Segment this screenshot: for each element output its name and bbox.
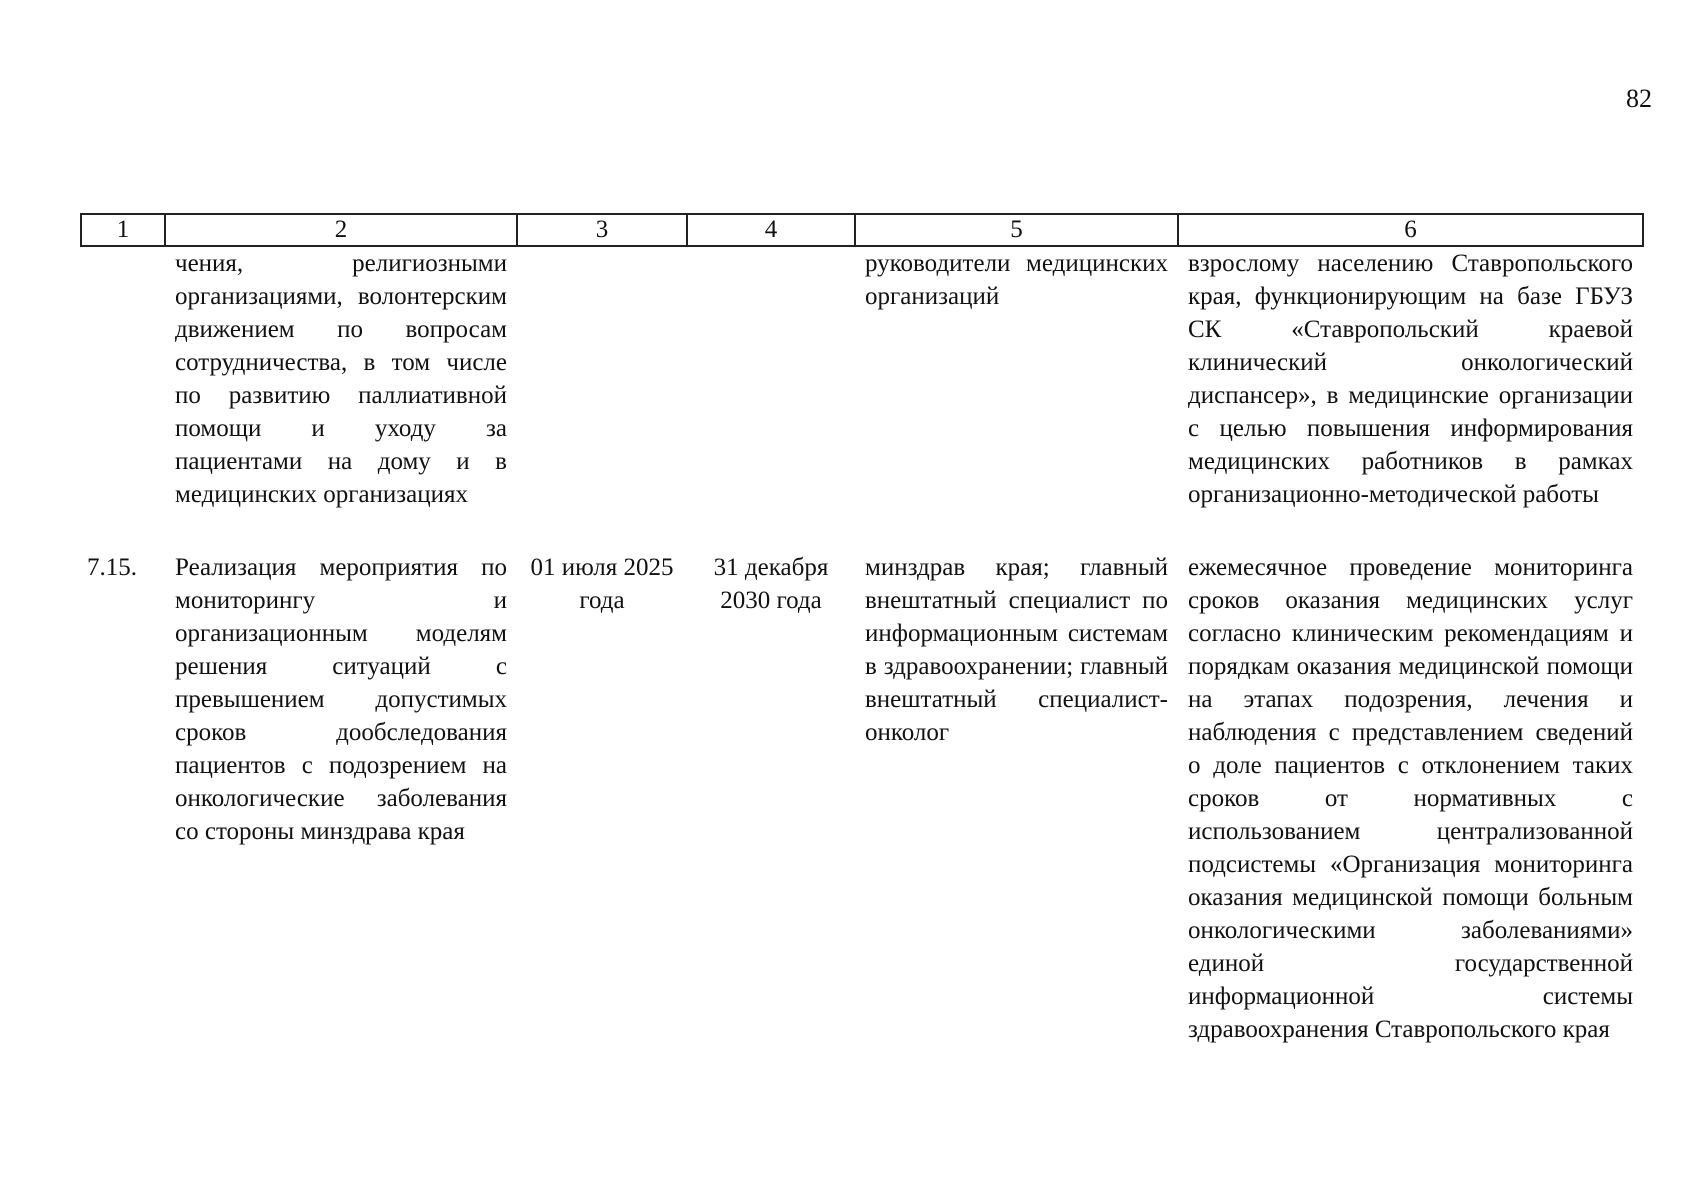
table-header-row [81,214,1643,246]
plan-table [80,213,1644,1046]
activity-cell: Реализация мероприятия по мониторингу и организационным моделям решения ситуаций с превышением допустимых сроков дообследования пациентов с подозрением на онкологические заболевания со стороны минздрава края [175,554,507,845]
page-number: 82 [1626,84,1652,113]
activity-cell: чения, религиозными организациями, волонтерским движением по вопросам сотрудничества, в том числе по развитию паллиативной помощи и уходу за пациентами на дому и в медицинских организациях [175,250,507,508]
column-header-5: 5 [855,214,1178,246]
table-row [81,551,1643,1046]
table-row [81,246,1643,551]
column-header-4: 4 [687,214,855,246]
row-number: 7.15. [87,554,137,581]
result-cell: взрослому населению Ставропольского края, функционирующим на базе ГБУЗ СК «Ставропольский краевой клинический онкологический диспансер», в медицинские организации с целью повышения информирования медицинских работников в рамках организационно-методической работы [1188,250,1633,508]
responsible-cell: руководители медицинских организаций [865,250,1168,310]
column-header-2: 2 [165,214,517,246]
row-number [81,246,165,551]
column-header-6: 6 [1178,214,1643,246]
end-date-cell: 31 декабря 2030 года [713,554,829,614]
start-date-cell: 01 июля 2025 года [530,554,674,614]
start-date-cell [517,246,687,551]
responsible-cell: минздрав края; главный внештатный специалист по информационным системам в здравоохранении; главный внештатный специалист-онколог [865,554,1168,746]
column-header-3: 3 [517,214,687,246]
result-cell: ежемесячное проведение мониторинга сроков оказания медицинских услуг согласно клиническим рекомендациям и порядкам оказания медицинской помощи на этапах подозрения, лечения и наблюдения с представлением сведений о доле пациентов с отклонением таких сроков от нормативных с использованием централизованной подсистемы «Организация мониторинга оказания медицинской помощи больным онкологическими заболеваниями» единой государственной информационной системы здравоохранения Ставропольского края [1188,554,1633,1043]
end-date-cell [687,246,855,551]
column-header-1: 1 [81,214,165,246]
